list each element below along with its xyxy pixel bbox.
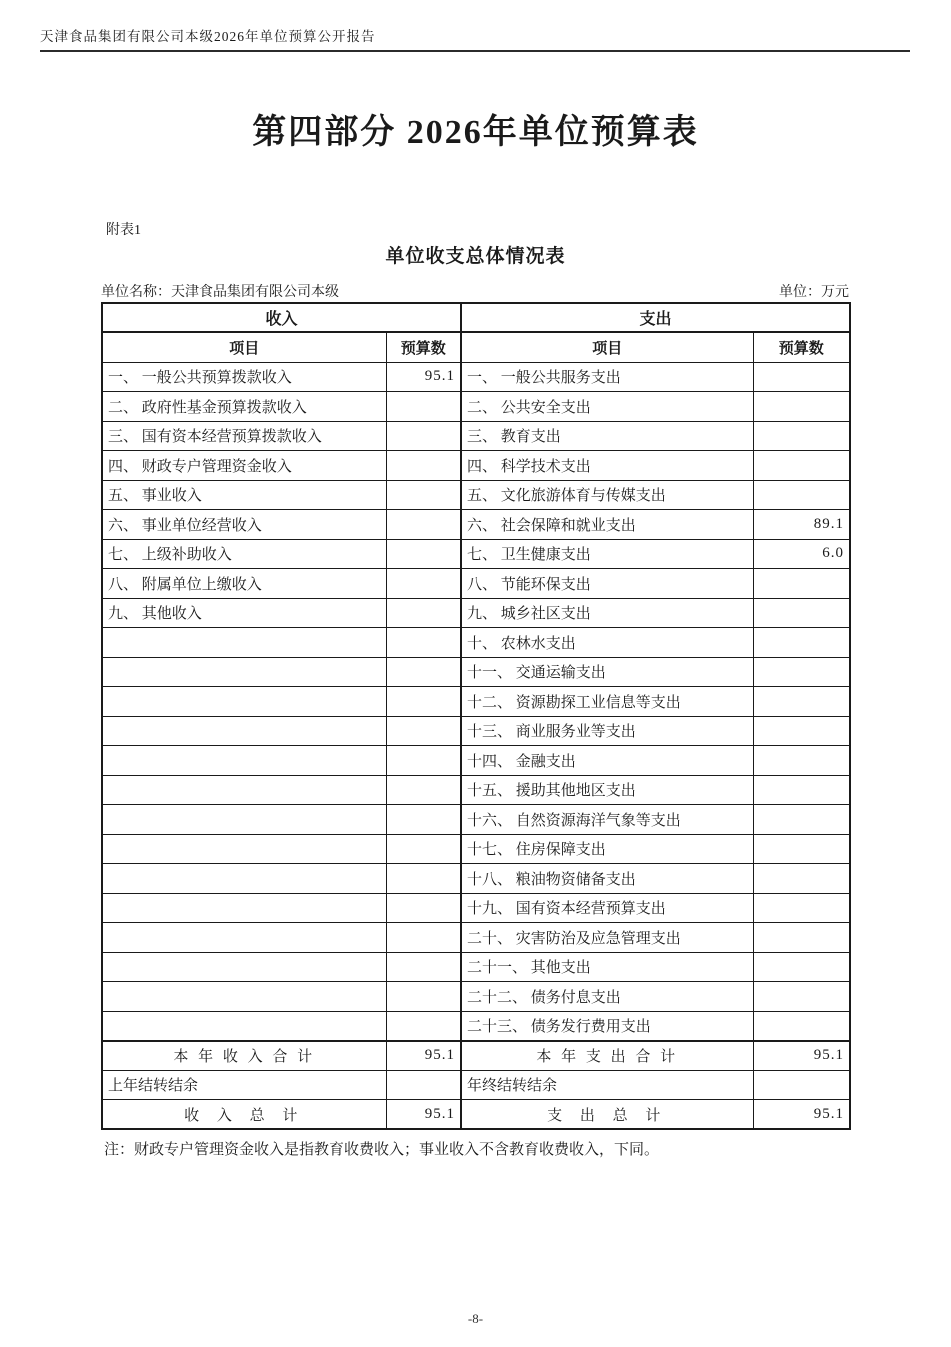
income-value-cell bbox=[386, 775, 461, 805]
prev-carryover-label: 上年结转结余 bbox=[102, 1070, 386, 1100]
income-value-cell bbox=[386, 480, 461, 510]
income-item-cell: 七、 上级补助收入 bbox=[102, 539, 386, 569]
income-total-label: 本 年 收 入 合 计 bbox=[102, 1041, 386, 1071]
income-value-cell bbox=[386, 864, 461, 894]
income-value-cell bbox=[386, 510, 461, 540]
income-item-cell: 二、 政府性基金预算拨款收入 bbox=[102, 392, 386, 422]
expense-value-cell bbox=[753, 746, 850, 776]
table-row bbox=[102, 923, 850, 953]
income-item-cell bbox=[102, 657, 386, 687]
year-end-carryover-label: 年终结转结余 bbox=[461, 1070, 753, 1100]
income-item-cell bbox=[102, 923, 386, 953]
expense-item-cell: 十六、 自然资源海洋气象等支出 bbox=[461, 805, 753, 835]
expense-item-cell: 二十三、 债务发行费用支出 bbox=[461, 1011, 753, 1041]
expense-value-cell bbox=[753, 893, 850, 923]
expense-item-cell: 九、 城乡社区支出 bbox=[461, 598, 753, 628]
table-row bbox=[102, 421, 850, 451]
expense-value-cell bbox=[753, 1011, 850, 1041]
expense-value-cell bbox=[753, 864, 850, 894]
expense-item-cell: 十、 农林水支出 bbox=[461, 628, 753, 658]
year-end-carryover-value bbox=[753, 1070, 850, 1100]
income-value-cell bbox=[386, 805, 461, 835]
income-item-cell bbox=[102, 628, 386, 658]
table-row bbox=[102, 687, 850, 717]
expense-item-cell: 十三、 商业服务业等支出 bbox=[461, 716, 753, 746]
unit-name-label: 单位名称：天津食品集团有限公司本级 bbox=[101, 285, 339, 300]
income-value-cell bbox=[386, 746, 461, 776]
expense-grand-total-label: 支 出 总 计 bbox=[461, 1100, 753, 1130]
expense-value-cell bbox=[753, 805, 850, 835]
budget-table bbox=[101, 302, 851, 1130]
expense-total-label: 本 年 支 出 合 计 bbox=[461, 1041, 753, 1071]
expense-value-cell bbox=[753, 569, 850, 599]
income-value-cell bbox=[386, 834, 461, 864]
table-row bbox=[102, 569, 850, 599]
income-budget-header: 预算数 bbox=[386, 332, 461, 362]
table-row bbox=[102, 952, 850, 982]
expense-value-cell bbox=[753, 775, 850, 805]
expense-item-cell: 十九、 国有资本经营预算支出 bbox=[461, 893, 753, 923]
expense-budget-header: 预算数 bbox=[753, 332, 850, 362]
attachment-label: 附表1 bbox=[106, 223, 141, 238]
table-row bbox=[102, 834, 850, 864]
income-value-cell bbox=[386, 893, 461, 923]
expense-item-cell: 八、 节能环保支出 bbox=[461, 569, 753, 599]
income-value-cell bbox=[386, 923, 461, 953]
expense-item-cell: 一、 一般公共服务支出 bbox=[461, 362, 753, 392]
annual-total-row bbox=[102, 1041, 850, 1071]
income-grand-total-value: 95.1 bbox=[386, 1100, 461, 1130]
expense-value-cell bbox=[753, 982, 850, 1012]
expense-item-cell: 二、 公共安全支出 bbox=[461, 392, 753, 422]
table-row bbox=[102, 657, 850, 687]
table-row bbox=[102, 480, 850, 510]
expense-item-cell: 二十、 灾害防治及应急管理支出 bbox=[461, 923, 753, 953]
running-header: 天津食品集团有限公司本级2026年单位预算公开报告 bbox=[40, 25, 910, 52]
expense-value-cell bbox=[753, 923, 850, 953]
expense-value-cell bbox=[753, 687, 850, 717]
income-item-cell: 五、 事业收入 bbox=[102, 480, 386, 510]
income-value-cell bbox=[386, 598, 461, 628]
income-value-cell bbox=[386, 569, 461, 599]
expense-group-header: 支出 bbox=[461, 303, 850, 332]
table-row bbox=[102, 628, 850, 658]
expense-value-cell bbox=[753, 834, 850, 864]
income-value-cell: 95.1 bbox=[386, 362, 461, 392]
table-meta-row bbox=[101, 281, 849, 301]
income-value-cell bbox=[386, 716, 461, 746]
income-total-value: 95.1 bbox=[386, 1041, 461, 1071]
income-value-cell bbox=[386, 657, 461, 687]
prev-carryover-value bbox=[386, 1070, 461, 1100]
table-row bbox=[102, 805, 850, 835]
expense-value-cell bbox=[753, 451, 850, 481]
footnote: 注：财政专户管理资金收入是指教育收费收入；事业收入不含教育收费收入，下同。 bbox=[104, 1142, 660, 1158]
income-item-header: 项目 bbox=[102, 332, 386, 362]
part-title: 第四部分 2026年单位预算表 bbox=[252, 114, 699, 151]
table-row bbox=[102, 510, 850, 540]
expense-value-cell bbox=[753, 716, 850, 746]
table-row bbox=[102, 392, 850, 422]
expense-value-cell: 6.0 bbox=[753, 539, 850, 569]
table-row bbox=[102, 746, 850, 776]
page-number: -8- bbox=[467, 1311, 484, 1326]
income-value-cell bbox=[386, 392, 461, 422]
table-row bbox=[102, 598, 850, 628]
income-item-cell bbox=[102, 716, 386, 746]
income-item-cell: 四、 财政专户管理资金收入 bbox=[102, 451, 386, 481]
expense-item-cell: 六、 社会保障和就业支出 bbox=[461, 510, 753, 540]
table-row bbox=[102, 982, 850, 1012]
income-value-cell bbox=[386, 1011, 461, 1041]
table-row bbox=[102, 893, 850, 923]
expense-item-header: 项目 bbox=[461, 332, 753, 362]
income-group-header: 收入 bbox=[102, 303, 461, 332]
column-header-row bbox=[102, 332, 850, 362]
expense-value-cell: 89.1 bbox=[753, 510, 850, 540]
income-item-cell bbox=[102, 746, 386, 776]
income-item-cell bbox=[102, 952, 386, 982]
table-row bbox=[102, 451, 850, 481]
expense-item-cell: 三、 教育支出 bbox=[461, 421, 753, 451]
income-value-cell bbox=[386, 952, 461, 982]
income-item-cell: 六、 事业单位经营收入 bbox=[102, 510, 386, 540]
expense-item-cell: 二十二、 债务付息支出 bbox=[461, 982, 753, 1012]
income-value-cell bbox=[386, 421, 461, 451]
income-item-cell bbox=[102, 1011, 386, 1041]
expense-value-cell bbox=[753, 421, 850, 451]
income-item-cell: 三、 国有资本经营预算拨款收入 bbox=[102, 421, 386, 451]
table-row bbox=[102, 716, 850, 746]
expense-item-cell: 四、 科学技术支出 bbox=[461, 451, 753, 481]
income-value-cell bbox=[386, 687, 461, 717]
income-item-cell bbox=[102, 834, 386, 864]
group-header-row bbox=[102, 303, 850, 332]
expense-item-cell: 十八、 粮油物资储备支出 bbox=[461, 864, 753, 894]
table-row bbox=[102, 775, 850, 805]
expense-value-cell bbox=[753, 628, 850, 658]
income-value-cell bbox=[386, 628, 461, 658]
income-item-cell: 八、 附属单位上缴收入 bbox=[102, 569, 386, 599]
expense-value-cell bbox=[753, 952, 850, 982]
income-value-cell bbox=[386, 539, 461, 569]
expense-item-cell: 二十一、 其他支出 bbox=[461, 952, 753, 982]
income-item-cell bbox=[102, 775, 386, 805]
expense-value-cell bbox=[753, 657, 850, 687]
income-item-cell bbox=[102, 687, 386, 717]
carryover-row bbox=[102, 1070, 850, 1100]
unit-of-measure-label: 单位：万元 bbox=[779, 285, 849, 300]
table-row bbox=[102, 362, 850, 392]
expense-value-cell bbox=[753, 362, 850, 392]
income-grand-total-label: 收 入 总 计 bbox=[102, 1100, 386, 1130]
expense-value-cell bbox=[753, 598, 850, 628]
table-row bbox=[102, 539, 850, 569]
income-item-cell bbox=[102, 864, 386, 894]
expense-grand-total-value: 95.1 bbox=[753, 1100, 850, 1130]
expense-total-value: 95.1 bbox=[753, 1041, 850, 1071]
expense-item-cell: 十五、 援助其他地区支出 bbox=[461, 775, 753, 805]
expense-item-cell: 十一、 交通运输支出 bbox=[461, 657, 753, 687]
table-title: 单位收支总体情况表 bbox=[385, 246, 566, 267]
table-row bbox=[102, 864, 850, 894]
income-value-cell bbox=[386, 451, 461, 481]
income-value-cell bbox=[386, 982, 461, 1012]
expense-item-cell: 五、 文化旅游体育与传媒支出 bbox=[461, 480, 753, 510]
expense-value-cell bbox=[753, 480, 850, 510]
table-totals bbox=[102, 1041, 850, 1130]
expense-item-cell: 十七、 住房保障支出 bbox=[461, 834, 753, 864]
income-item-cell bbox=[102, 982, 386, 1012]
income-item-cell bbox=[102, 805, 386, 835]
expense-item-cell: 七、 卫生健康支出 bbox=[461, 539, 753, 569]
table-body bbox=[102, 362, 850, 1041]
table-row bbox=[102, 1011, 850, 1041]
income-item-cell bbox=[102, 893, 386, 923]
expense-item-cell: 十四、 金融支出 bbox=[461, 746, 753, 776]
income-item-cell: 九、 其他收入 bbox=[102, 598, 386, 628]
grand-total-row bbox=[102, 1100, 850, 1130]
income-item-cell: 一、 一般公共预算拨款收入 bbox=[102, 362, 386, 392]
expense-value-cell bbox=[753, 392, 850, 422]
expense-item-cell: 十二、 资源勘探工业信息等支出 bbox=[461, 687, 753, 717]
